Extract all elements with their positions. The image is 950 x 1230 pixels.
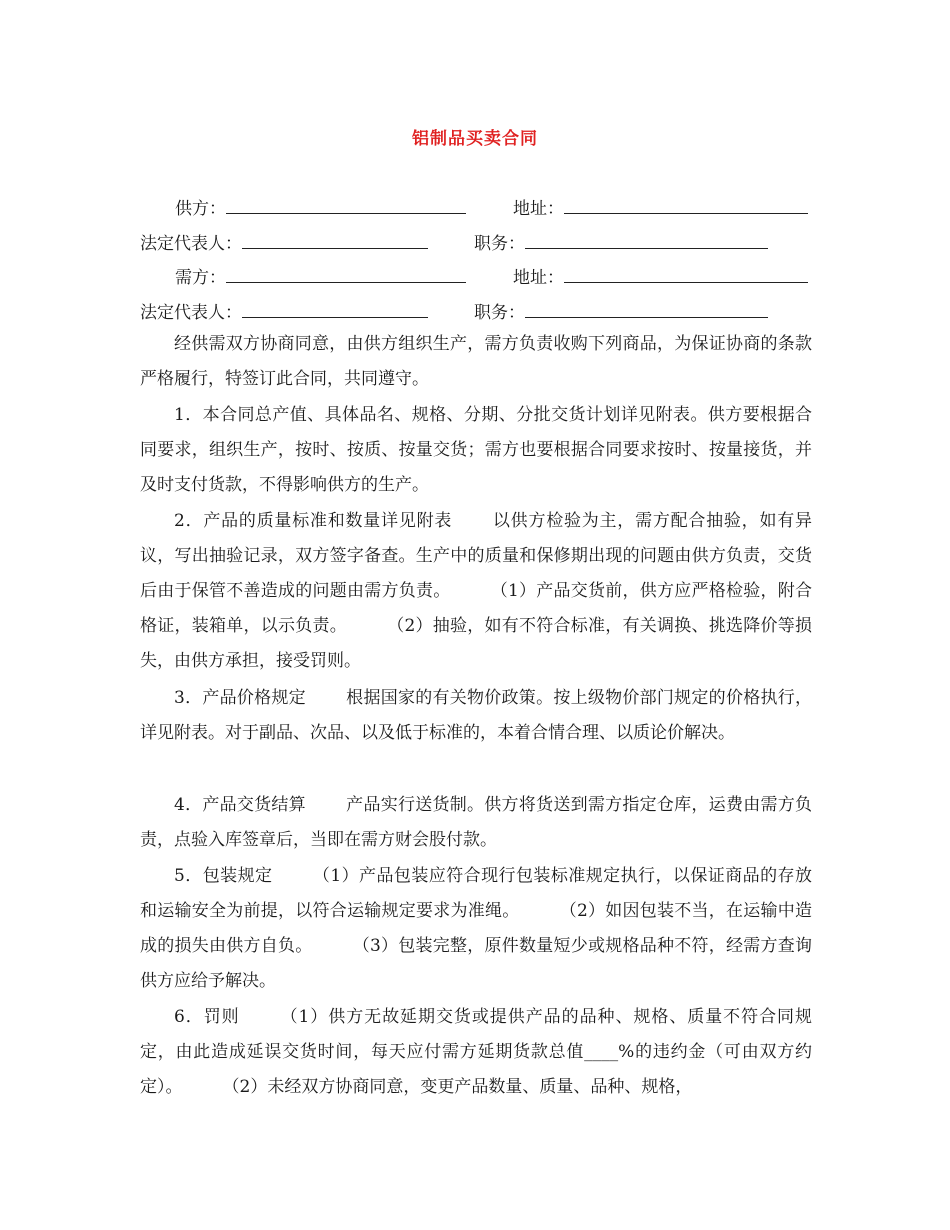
buyer-rep-line — [140, 299, 428, 325]
supplier-position-line — [474, 230, 768, 256]
buyer-line — [175, 264, 466, 290]
clause-4-body: 产品实行送货制。供方将货送到需方指定仓库，运费由需方负责，点验入库签章后，当即在需方财会股付款。 — [140, 795, 812, 850]
supplier-address-blank[interactable] — [564, 195, 808, 214]
supplier-rep-line — [140, 230, 428, 256]
clause-6-item-2: （2）未经双方协商同意，变更产品数量、质量、品种、规格， — [222, 1077, 693, 1097]
clause-2-heading: 2．产品的质量标准和数量详见附表 — [174, 511, 453, 531]
supplier-position-label: 职务： — [474, 234, 525, 254]
buyer-position-label: 职务： — [474, 303, 525, 323]
buyer-rep-blank[interactable] — [242, 299, 428, 318]
clause-3 — [140, 681, 812, 751]
page-title: 铝制品买卖合同 — [412, 129, 538, 149]
buyer-rep-label: 法定代表人： — [140, 303, 242, 323]
clause-5-item-3: （3）包装完整，原件数量短少或规格品种不符，经需方查询供方应给予解决。 — [140, 936, 812, 991]
clause-2-item-1: （1）产品交货前，供方应严格检验，附合格证，装箱单，以示负责。 — [140, 581, 812, 636]
buyer-address-label: 地址： — [513, 268, 564, 288]
buyer-blank[interactable] — [226, 264, 466, 283]
supplier-rep-blank[interactable] — [242, 230, 428, 249]
clause-6-item-1: （1）供方无故延期交货或提供产品的品种、规格、质量不符合同规定，由此造成延误交货时间，每天应付需方延期货款总值____%的违约金（可由双方约定）。 — [140, 1007, 812, 1097]
clause-2 — [140, 504, 812, 679]
supplier-address-label: 地址： — [513, 199, 564, 219]
clause-1: 1．本合同总产值、具体品名、规格、分期、分批交货计划详见附表。供方要根据合同要求，组织生产，按时、按质、按量交货；需方也要根据合同要求按时、按量接货，并及时支付货款，不得影响供方的生产。 — [140, 405, 812, 495]
clause-5-item-2: （2）如因包装不当，在运输中造成的损失由供方自负。 — [140, 901, 812, 956]
supplier-rep-label: 法定代表人： — [140, 234, 242, 254]
clause-5 — [140, 859, 812, 999]
clause-3-body: 根据国家的有关物价政策。按上级物价部门规定的价格执行，详见附表。对于副品、次品、以及低于标准的，本着合情合理、以质论价解决。 — [140, 688, 812, 743]
buyer-label: 需方： — [175, 268, 226, 288]
clause-5-heading: 5．包装规定 — [174, 866, 273, 886]
supplier-address-line — [513, 195, 808, 221]
buyer-position-line — [474, 299, 768, 325]
clause-4 — [140, 788, 812, 858]
supplier-position-blank[interactable] — [525, 230, 768, 249]
clause-4-heading: 4．产品交货结算 — [174, 795, 306, 815]
buyer-position-blank[interactable] — [525, 299, 768, 318]
clause-6-heading: 6．罚则 — [174, 1007, 240, 1027]
supplier-label: 供方： — [175, 199, 226, 219]
clause-5-item-1: （1）产品包装应符合现行包装标准规定执行，以保证商品的存放和运输安全为前提，以符合运输规定要求为准绳。 — [140, 866, 812, 921]
clause-2-item-2: （2）抽验，如有不符合标准，有关调换、挑选降价等损失，由供方承担，接受罚则。 — [140, 616, 812, 671]
supplier-line — [175, 195, 466, 221]
supplier-blank[interactable] — [226, 195, 466, 214]
buyer-address-line — [513, 264, 808, 290]
buyer-address-blank[interactable] — [564, 264, 808, 283]
clause-6 — [140, 1000, 812, 1105]
intro-paragraph: 经供需双方协商同意，由供方组织生产，需方负责收购下列商品，为保证协商的条款严格履行，特签订此合同，共同遵守。 — [140, 334, 812, 389]
clause-3-heading: 3．产品价格规定 — [174, 688, 306, 708]
clause-2-body: 以供方检验为主，需方配合抽验，如有异议，写出抽验记录，双方签字备查。生产中的质量和保修期出现的问题由供方负责，交货后由于保管不善造成的问题由需方负责。 — [140, 511, 812, 601]
